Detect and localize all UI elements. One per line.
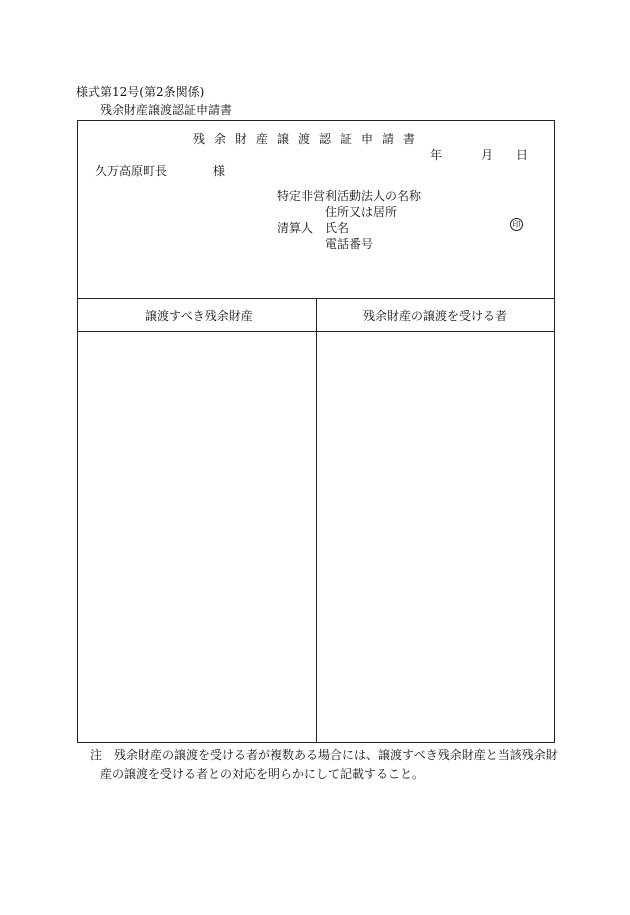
- addressee-honorific: 様: [213, 164, 226, 178]
- date-day-label: 日: [516, 148, 529, 162]
- column-divider: [316, 298, 317, 742]
- address-label: 住所又は居所: [325, 205, 398, 219]
- application-form-frame: [77, 120, 555, 743]
- column-header-recipient: 残余財産の譲渡を受ける者: [363, 309, 508, 323]
- date-year-label: 年: [430, 148, 443, 162]
- document-name: 残余財産譲渡認証申請書: [100, 103, 233, 117]
- seal-mark-icon: 印: [510, 218, 523, 231]
- note-line-1: 注 残余財産の譲渡を受ける者が複数ある場合には、譲渡すべき残余財産と当該残余財: [90, 748, 558, 762]
- column-header-assets: 譲渡すべき残余財産: [145, 309, 253, 323]
- name-label: 氏名: [325, 221, 350, 235]
- liquidator-label: 清算人: [277, 221, 314, 235]
- org-name-label: 特定非営利活動法人の名称: [277, 189, 422, 203]
- addressee: 久万高原町長: [95, 164, 168, 178]
- note-line-2: 産の譲渡を受ける者との対応を明らかにして記載すること。: [100, 767, 425, 781]
- form-title: 残余財産譲渡認証申請書: [193, 132, 425, 146]
- date-month-label: 月: [481, 148, 494, 162]
- phone-label: 電話番号: [325, 237, 374, 251]
- form-number: 様式第12号(第2条関係): [76, 85, 205, 99]
